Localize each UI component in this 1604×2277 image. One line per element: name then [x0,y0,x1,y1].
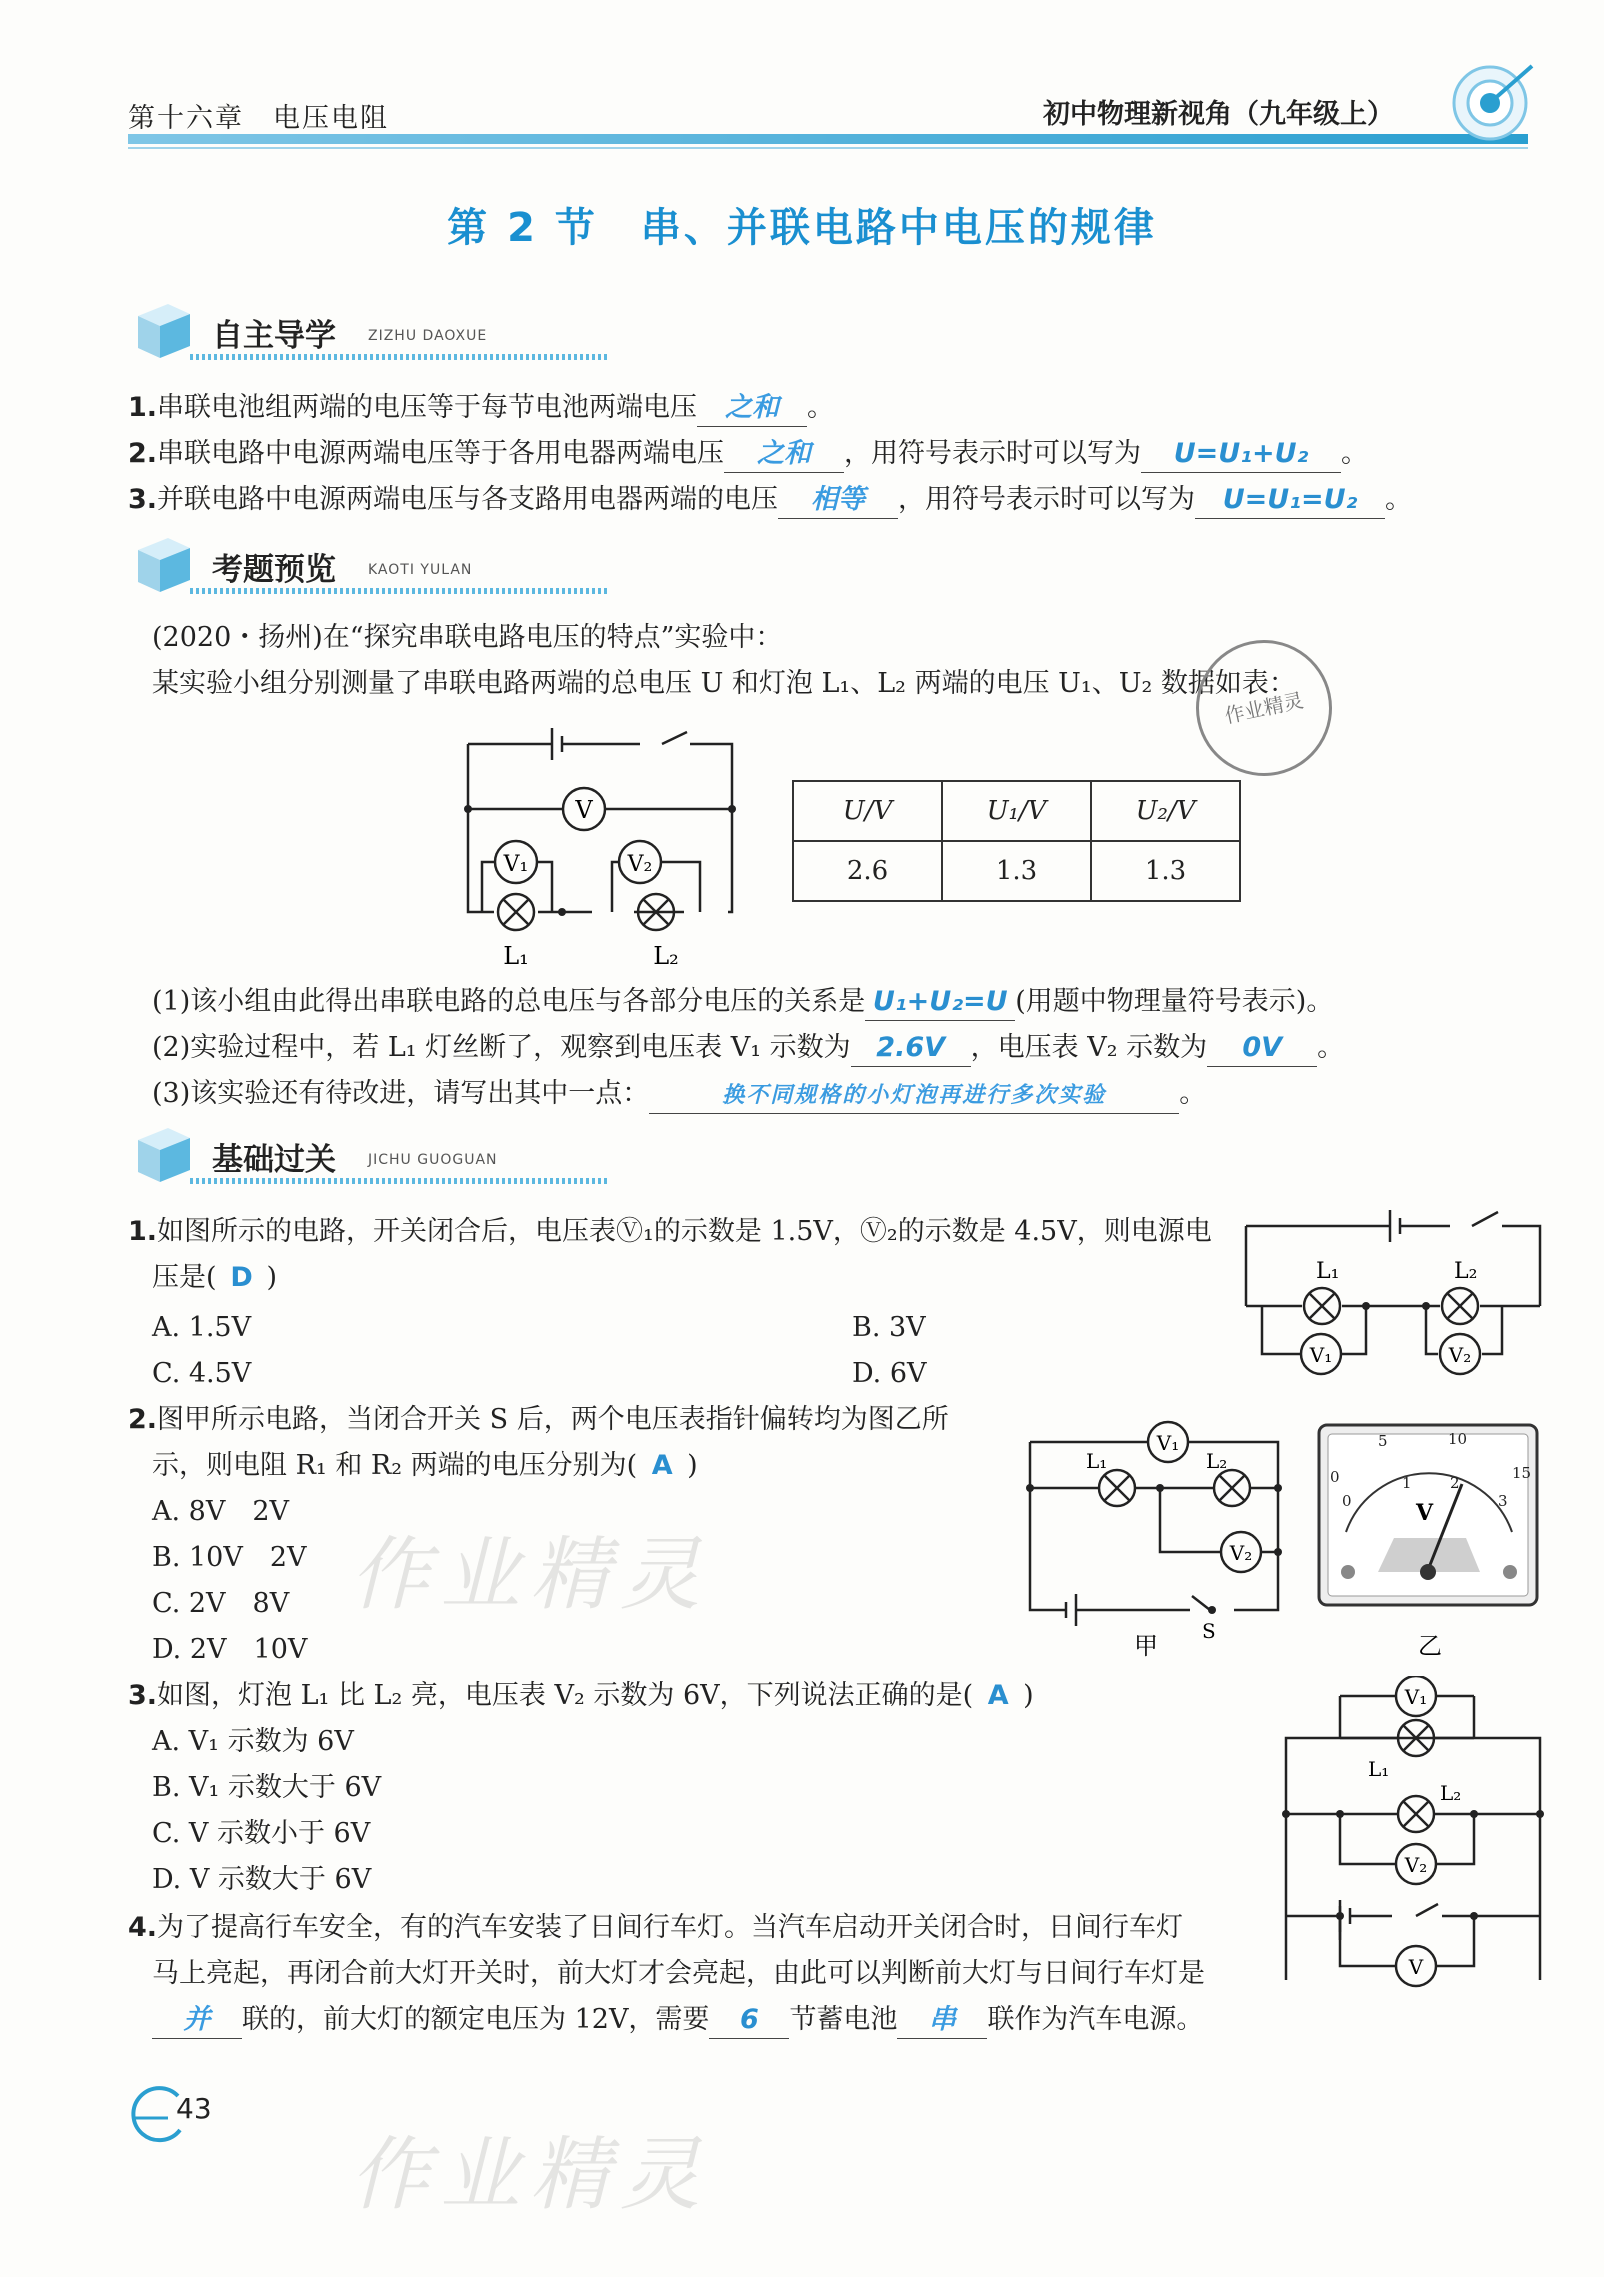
option: D. 2V 10V [152,1634,308,1665]
svg-text:S: S [1202,1619,1216,1643]
circuit-diagram-series [462,712,742,972]
answer-choice: A [987,1680,1009,1711]
basics-q3-line1: 3.如图，灯泡 L₁ 比 L₂ 亮，电压表 V₂ 示数为 6V，下列说法正确的是( A ) [128,1678,1034,1714]
option: C. 2V 8V [152,1588,290,1619]
basics-q4-line3: 并 联的，前大灯的额定电压为 12V，需要 6 节蓄电池 串 联作为汽车电源。 [152,2002,1203,2039]
table-header: U₁/V [942,781,1091,841]
table-cell: 2.6 [793,841,942,901]
svg-text:5: 5 [1378,1432,1388,1450]
circuit-diagram-q1 [1240,1196,1550,1376]
header-rule-thin [128,147,1528,149]
section-title: 第 2 节 串、并联电路中电压的规律 [447,205,1157,251]
svg-text:V₁: V₁ [1156,1431,1180,1455]
stamp-seal: 作业精灵 [1183,627,1344,788]
figure-label-jia: 甲 [1134,1632,1158,1660]
section-name: 基础过关 [212,1142,336,1178]
svg-text:V₁: V₁ [503,852,529,877]
cube-icon [128,1120,196,1188]
cube-icon [128,530,196,598]
preview-p3: (3)该实验还有待改进，请写出其中一点： 换不同规格的小灯泡再进行多次实验 。 [152,1076,1206,1114]
answer-blank: 换不同规格的小灯泡再进行多次实验 [649,1077,1179,1114]
section-pinyin: ZIZHU DAOXUE [368,328,488,344]
section-pinyin: JICHU GUOGUAN [368,1152,498,1168]
section-name: 自主导学 [212,318,336,354]
svg-text:L₂: L₂ [1454,1259,1478,1284]
basics-q1-line1: 1.如图所示的电路，开关闭合后，电压表Ⓥ₁的示数是 1.5V，Ⓥ₂的示数是 4.5V，则电源电 [128,1216,1212,1247]
section-name: 考题预览 [212,552,336,588]
svg-text:L₁: L₁ [1368,1757,1390,1781]
table-header: U/V [793,781,942,841]
section-divider [190,354,610,360]
answer-blank: 串 [897,2002,987,2039]
option: C. V 示数小于 6V [152,1818,371,1849]
section-header-jichu [128,1120,828,1200]
preview-source: (2020・扬州)在“探究串联电路电压的特点”实验中： [152,622,783,653]
svg-text:0: 0 [1330,1468,1340,1486]
voltmeter-dial-q2-yi [1316,1422,1540,1682]
answer-blank: U=U₁+U₂ [1141,436,1341,473]
voltmeter-label: V [575,796,593,824]
svg-text:15: 15 [1512,1464,1532,1482]
svg-text:L₂: L₂ [1206,1449,1228,1473]
chapter-header: 第十六章 电压电阻 [128,103,389,134]
svg-text:L₂: L₂ [1440,1781,1462,1805]
svg-text:1: 1 [1402,1474,1412,1492]
circuit-diagram-q3 [1280,1676,1550,1996]
basics-q2-line2: 示，则电阻 R₁ 和 R₂ 两端的电压分别为( A ) [152,1448,698,1484]
svg-text:V₂: V₂ [627,852,653,877]
option: B. 10V 2V [152,1542,307,1573]
svg-text:V₁: V₁ [1309,1343,1333,1367]
circuit-diagram-q2-jia [1024,1420,1288,1660]
guide-q2: 2.串联电路中电源两端电压等于各用电器两端电压 之和 ，用符号表示时可以写为 U=U₁+U₂ 。 [128,436,1368,473]
preview-p1: (1)该小组由此得出串联电路的总电压与各部分电压的关系是 U₁+U₂=U (用题中物理量符号表示)。 [152,984,1333,1021]
section-divider [190,588,610,594]
option: A. 1.5V [152,1312,252,1343]
watermark: 作业精灵 [350,1528,710,1621]
svg-text:3: 3 [1498,1492,1508,1510]
svg-text:L₁: L₁ [503,942,529,970]
section-header-kaoti [128,530,828,610]
svg-text:L₁: L₁ [1086,1449,1108,1473]
option: B. 3V [852,1312,926,1343]
option: A. V₁ 示数为 6V [152,1726,354,1757]
option: C. 4.5V [152,1358,252,1389]
table-cell: 1.3 [942,841,1091,901]
watermark: 作业精灵 [350,2128,710,2221]
svg-text:V₂: V₂ [1404,1853,1428,1877]
cube-icon [128,296,196,364]
svg-text:L₂: L₂ [653,942,679,970]
option: A. 8V 2V [152,1496,290,1527]
svg-text:V₁: V₁ [1404,1685,1428,1709]
preview-intro: 某实验小组分别测量了串联电路两端的总电压 U 和灯泡 L₁、L₂ 两端的电压 U₁、U₂ 数据如表： [152,668,1296,699]
answer-blank: U=U₁=U₂ [1195,482,1385,519]
section-header-zizhu [128,296,828,376]
data-table [792,780,1241,902]
basics-q1-line2: 压是( D ) [152,1260,277,1296]
answer-blank: U₁+U₂=U [865,984,1015,1021]
option: D. 6V [852,1358,927,1389]
svg-text:V₂: V₂ [1448,1343,1472,1367]
svg-text:2: 2 [1450,1474,1460,1492]
page-number: 43 [176,2092,212,2125]
answer-blank: 0V [1207,1030,1317,1067]
section-pinyin: KAOTI YULAN [368,562,473,578]
basics-q2-line1: 2.图甲所示电路，当闭合开关 S 后，两个电压表指针偏转均为图乙所 [128,1404,949,1435]
target-logo-icon [1440,58,1540,148]
option: B. V₁ 示数大于 6V [152,1772,382,1803]
answer-blank: 2.6V [851,1030,971,1067]
section-divider [190,1178,610,1184]
svg-text:10: 10 [1448,1430,1468,1448]
svg-text:V₂: V₂ [1229,1541,1253,1565]
table-header: U₂/V [1091,781,1240,841]
header-rule [128,134,1528,144]
answer-blank: 相等 [778,482,898,519]
preview-p2: (2)实验过程中，若 L₁ 灯丝断了，观察到电压表 V₁ 示数为 2.6V ，电压表 V₂ 示数为 0V 。 [152,1030,1344,1067]
guide-q3: 3.并联电路中电源两端电压与各支路用电器两端的电压 相等 ，用符号表示时可以写为 U=U₁=U₂ 。 [128,482,1412,519]
answer-blank: 之和 [697,390,807,427]
table-cell: 1.3 [1091,841,1240,901]
answer-blank: 并 [152,2002,242,2039]
svg-text:V: V [1416,1500,1434,1526]
basics-q4-line1: 4.为了提高行车安全，有的汽车安装了日间行车灯。当汽车启动开关闭合时，日间行车灯 [128,1912,1184,1943]
figure-label-yi: 乙 [1418,1632,1442,1660]
svg-text:L₁: L₁ [1316,1259,1340,1284]
option: D. V 示数大于 6V [152,1864,372,1895]
answer-choice: D [230,1262,253,1293]
book-title: 初中物理新视角（九年级上） [1043,99,1394,130]
guide-q1: 1.串联电池组两端的电压等于每节电池两端电压 之和 。 [128,390,834,427]
svg-text:0: 0 [1342,1492,1352,1510]
answer-choice: A [651,1450,673,1481]
answer-blank: 之和 [724,436,844,473]
svg-text:V: V [1408,1955,1424,1979]
answer-blank: 6 [709,2002,789,2039]
basics-q4-line2: 马上亮起，再闭合前大灯开关时，前大灯才会亮起，由此可以判断前大灯与日间行车灯是 [152,1958,1205,1989]
